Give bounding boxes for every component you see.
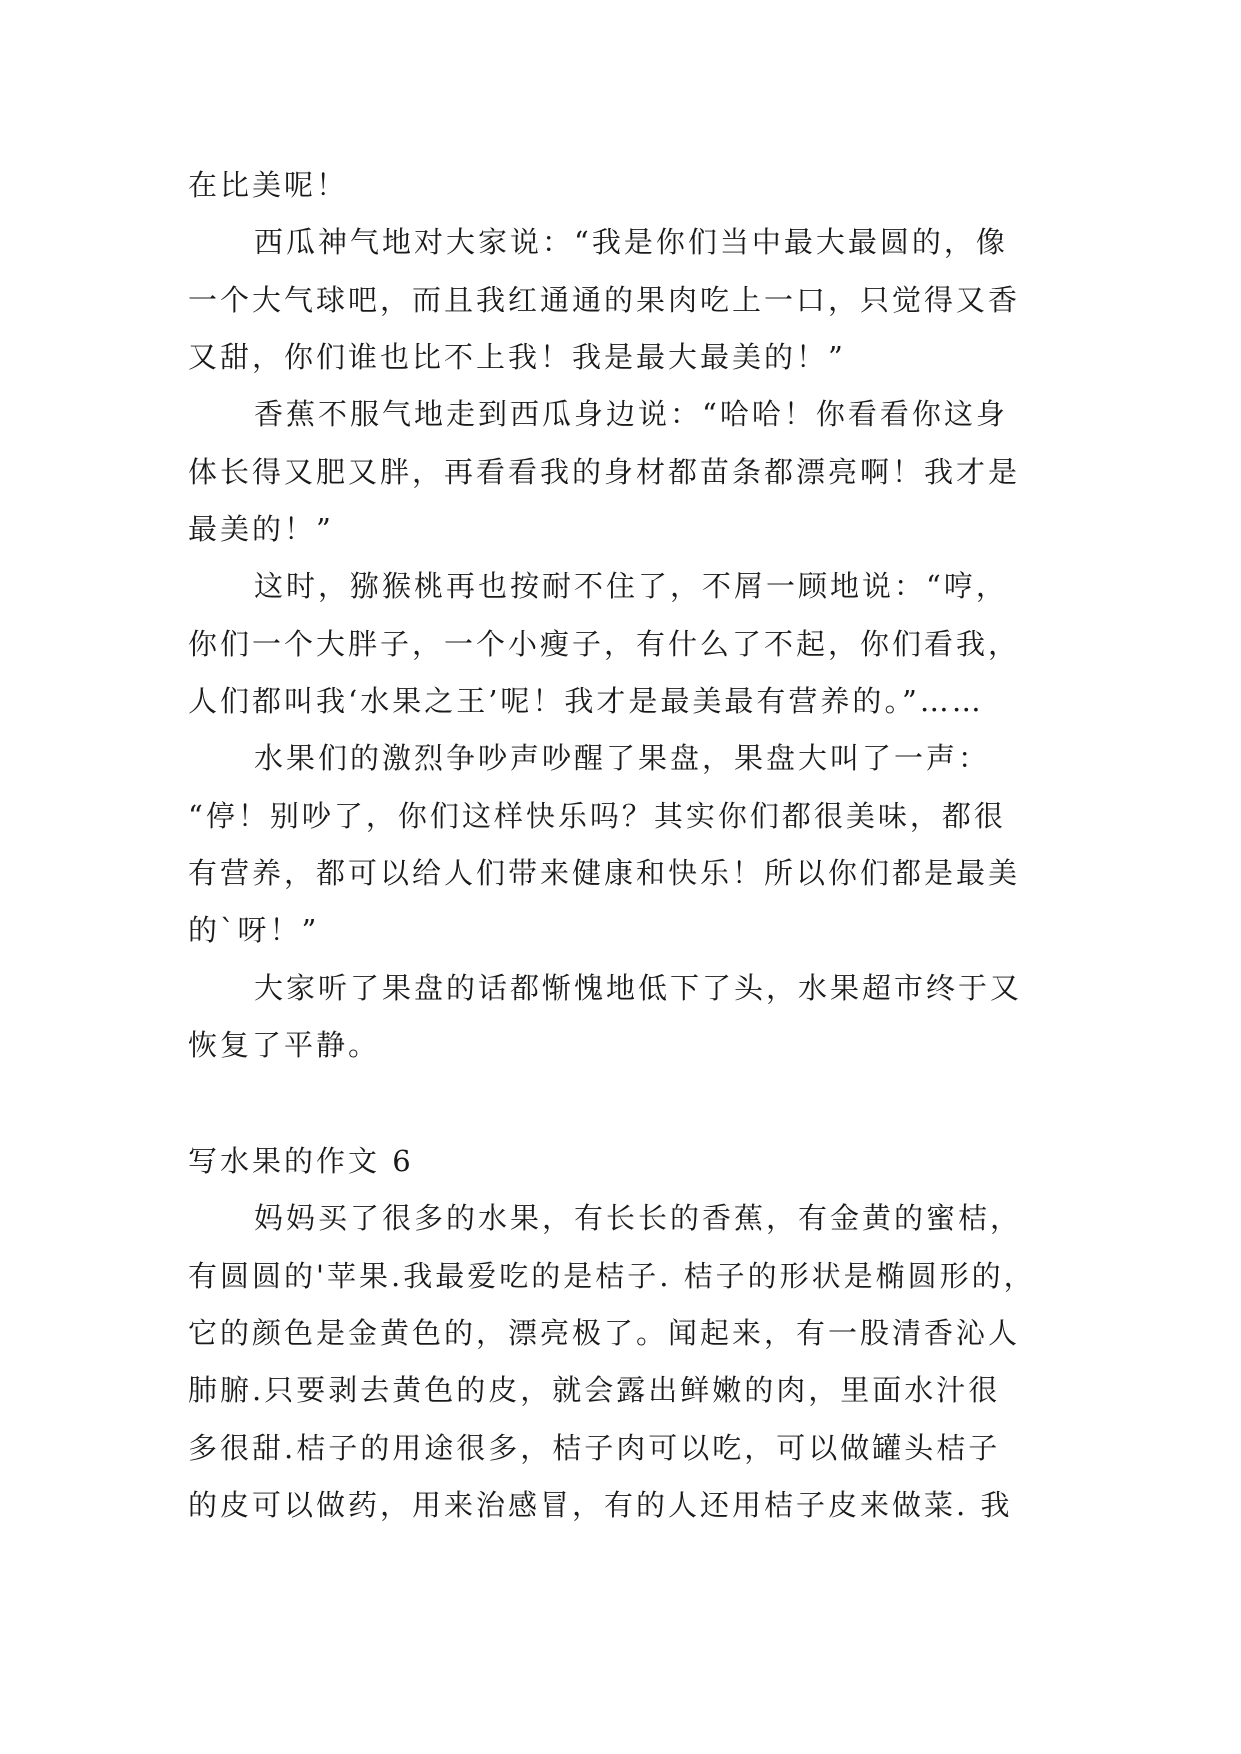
- text-line: 多很甜.桔子的用途很多，桔子肉可以吃，可以做罐头桔子: [188, 1431, 1001, 1465]
- text-line: 的皮可以做药，用来治感冒，有的人还用桔子皮来做菜. 我: [188, 1488, 1013, 1522]
- text-line: 西瓜神气地对大家说：“我是你们当中最大最圆的，像: [254, 225, 1008, 259]
- text-line: 在比美呢！: [188, 168, 349, 202]
- text-line: 肺腑.只要剥去黄色的皮，就会露出鲜嫩的肉，里面水汁很: [188, 1373, 1001, 1407]
- text-line: 最美的！”: [188, 512, 334, 546]
- text-line: 这时，猕猴桃再也按耐不住了，不屑一顾地说：“哼，: [254, 569, 1008, 603]
- text-line: 有营养，都可以给人们带来健康和快乐！所以你们都是最美: [188, 856, 1021, 890]
- text-line: 有圆圆的'苹果.我最爱吃的是桔子. 桔子的形状是椭圆形的，: [188, 1259, 1036, 1293]
- text-line: 的`呀！”: [188, 913, 320, 947]
- text-line: 一个大气球吧，而且我红通通的果肉吃上一口，只觉得又香: [188, 283, 1021, 317]
- text-line: 妈妈买了很多的水果，有长长的香蕉，有金黄的蜜桔，: [254, 1201, 1023, 1235]
- text-line: 你们一个大胖子，一个小瘦子，有什么了不起，你们看我，: [188, 627, 1021, 661]
- text-line: 体长得又肥又胖，再看看我的身材都苗条都漂亮啊！我才是: [188, 455, 1021, 489]
- text-line: 恢复了平静。: [188, 1028, 381, 1062]
- text-line: 水果们的激烈争吵声吵醒了果盘，果盘大叫了一声：: [254, 741, 991, 775]
- text-line: 大家听了果盘的话都惭愧地低下了头，水果超市终于又: [254, 971, 1023, 1005]
- text-line: “停！别吵了，你们这样快乐吗？其实你们都很美味，都很: [188, 799, 1006, 833]
- text-line: 又甜，你们谁也比不上我！我是最大最美的！”: [188, 340, 846, 374]
- section-heading: 写水果的作文 6: [188, 1144, 414, 1178]
- text-line: 它的颜色是金黄色的，漂亮极了。闻起来，有一股清香沁人: [188, 1316, 1021, 1350]
- text-line: 香蕉不服气地走到西瓜身边说：“哈哈！你看看你这身: [254, 397, 1008, 431]
- text-line: 人们都叫我‘水果之王’呢！我才是最美最有营养的。”……: [188, 684, 984, 718]
